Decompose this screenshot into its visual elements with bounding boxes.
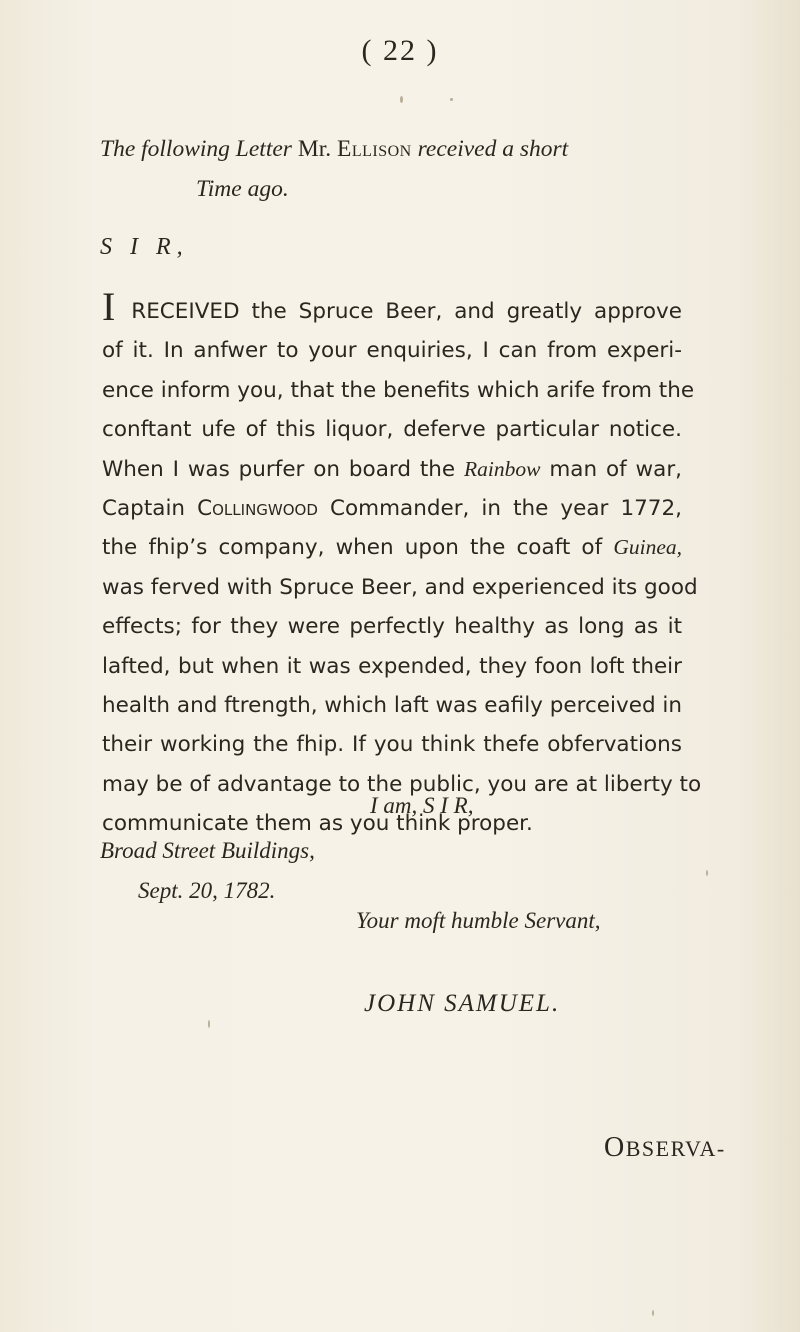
catchword: OBSERVA-	[604, 1132, 726, 1163]
letter-body	[102, 284, 702, 844]
paper-speck	[400, 96, 403, 103]
heading-part1: The following Letter	[100, 136, 292, 162]
paper-speck	[208, 1020, 210, 1028]
body-line: lafted, but when it was expended, they foon loft their	[102, 653, 682, 679]
drop-cap: I	[102, 284, 116, 329]
heading-mr: Mr.	[297, 136, 332, 162]
heading-line2: Time ago.	[196, 176, 289, 202]
heading-part2: received a short	[417, 136, 569, 162]
signature: JOHN SAMUEL.	[364, 990, 561, 1017]
page-number: ( 22 )	[361, 34, 439, 67]
salutation: S I R,	[100, 234, 189, 260]
paper-speck	[450, 98, 453, 101]
body-line: Captain Collingwood Commander, in the year 1772,	[102, 496, 682, 522]
heading-name: Ellison	[337, 136, 412, 162]
body-line: of it. In anfwer to your enquiries, I can from experi-	[102, 338, 682, 364]
captain-name: Collingwood	[197, 496, 318, 522]
body-line: communicate them as you think proper.	[102, 811, 533, 837]
closing: I am, S I R,	[370, 793, 474, 818]
valediction: Your moft humble Servant,	[356, 908, 601, 933]
place-name: Guinea,	[613, 535, 682, 560]
ship-name: Rainbow	[464, 456, 541, 481]
body-line: I RECEIVED the Spruce Beer, and greatly approve	[102, 284, 682, 329]
body-line: may be of advantage to the public, you are at liberty to	[102, 771, 702, 797]
sender-address: Broad Street Buildings,	[100, 838, 315, 863]
letter-date: Sept. 20, 1782.	[138, 878, 276, 903]
body-line: effects; for they were perfectly healthy as long as it	[102, 614, 682, 640]
body-line: was ferved with Spruce Beer, and experienced its good	[102, 574, 698, 600]
body-line: conftant ufe of this liquor, deferve particular notice.	[102, 417, 682, 443]
paper-speck	[706, 870, 708, 876]
paper-speck	[652, 1310, 654, 1316]
body-line: health and ftrength, which laft was eafily perceived in	[102, 693, 683, 719]
letter-heading	[100, 138, 720, 162]
body-line: When I was purfer on board the Rainbow man of war,	[102, 456, 682, 482]
body-line: their working the fhip. If you think thefe obfervations	[102, 732, 682, 758]
body-line: the fhip’s company, when upon the coaft of Guinea,	[102, 535, 682, 561]
body-line: ence inform you, that the benefits which arife from the	[102, 377, 695, 403]
